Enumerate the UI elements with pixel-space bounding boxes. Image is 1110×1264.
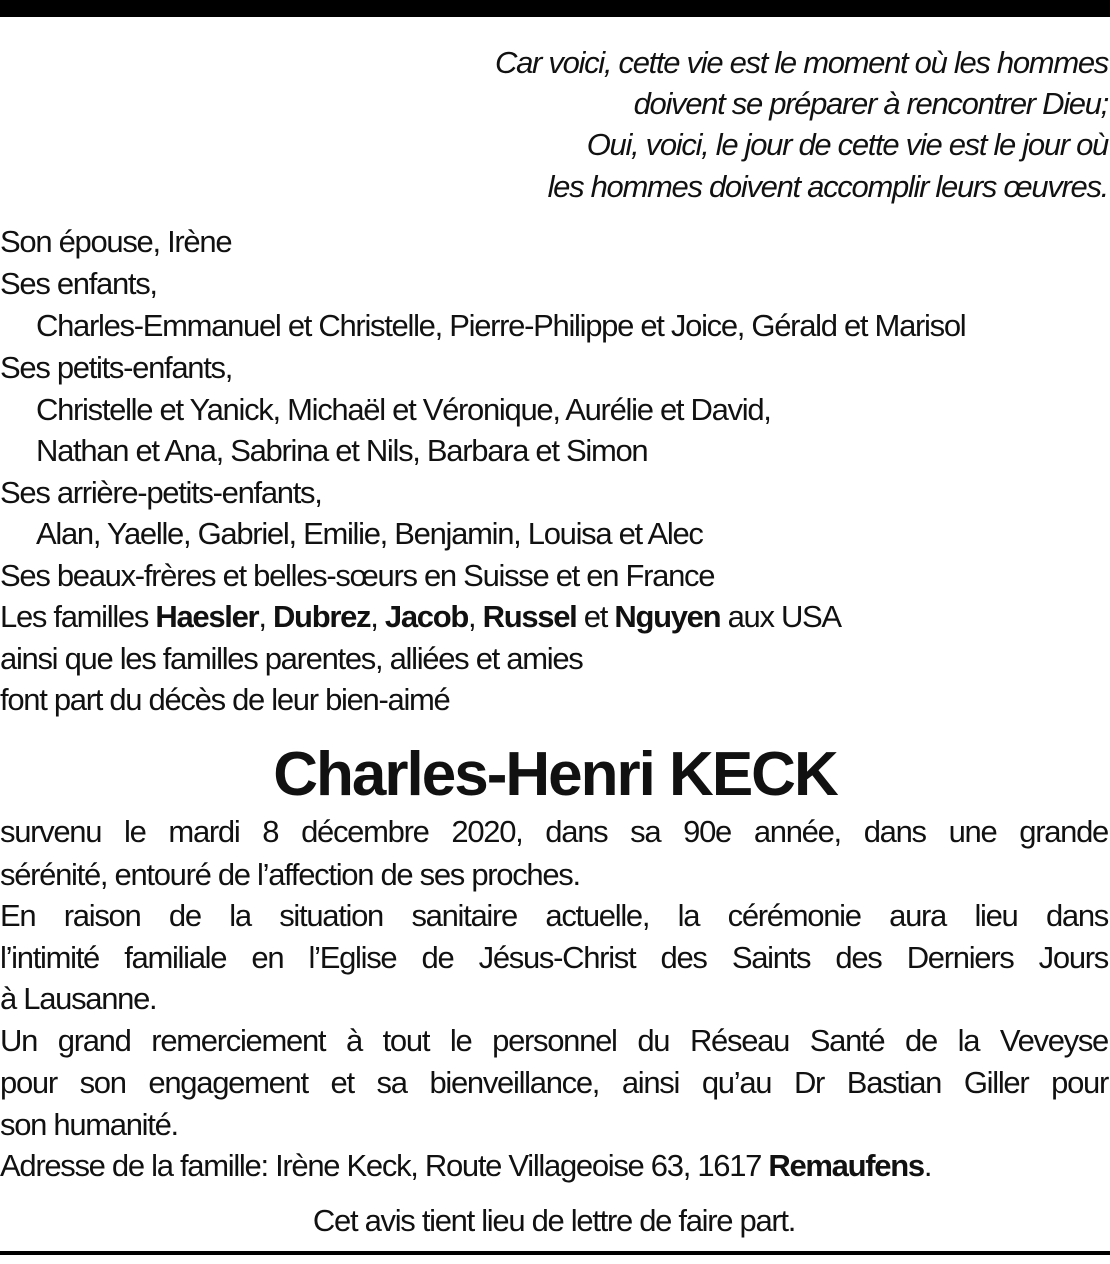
family-name: Russel xyxy=(482,599,577,634)
family-name: Jacob xyxy=(384,599,468,634)
thanks-text: pour son engagement et sa bienveillance, ainsi qu’au Dr Bastian Giller pour xyxy=(0,1065,1108,1100)
children: Charles-Emmanuel et Christelle, Pierre-Philippe et Joice, Gérald et Marisol xyxy=(36,308,966,343)
grandchildren-label: Ses petits-enfants, xyxy=(0,350,233,385)
address-end: . xyxy=(923,1148,932,1183)
death-text: survenu le mardi 8 décembre 2020, dans sa 90e année, dans une grande xyxy=(0,814,1108,849)
separator: et xyxy=(576,599,615,634)
ceremony-text: l’intimité familiale en l’Eglise de Jésus-Christ des Saints des Derniers Jours xyxy=(0,940,1108,975)
ceremony-text: En raison de la situation sanitaire actuelle, la cérémonie aura lieu dans xyxy=(0,898,1108,933)
ceremony-text: à Lausanne. xyxy=(0,981,157,1016)
families-suffix: aux USA xyxy=(720,599,841,634)
great-grandchildren: Alan, Yaelle, Gabriel, Emilie, Benjamin, Louisa et Alec xyxy=(36,516,703,551)
children-label: Ses enfants, xyxy=(0,266,157,301)
thanks-text: son humanité. xyxy=(0,1107,178,1142)
quote-line: les hommes doivent accomplir leurs œuvres. xyxy=(547,169,1108,204)
announcement: font part du décès de leur bien-aimé xyxy=(0,682,450,717)
separator: , xyxy=(370,599,385,634)
quote-line: Car voici, cette vie est le moment où les hommes xyxy=(495,45,1108,80)
death-text: sérénité, entouré de l’affection de ses proches. xyxy=(0,857,580,892)
family-name: Haesler xyxy=(155,599,259,634)
address-text: Adresse de la famille: Irène Keck, Route Villageoise 63, 1617 xyxy=(0,1148,769,1183)
great-grandchildren-label: Ses arrière-petits-enfants, xyxy=(0,475,322,510)
family-name: Nguyen xyxy=(614,599,721,634)
quote-line: Oui, voici, le jour de cette vie est le jour où xyxy=(586,127,1108,162)
families-prefix: Les familles xyxy=(0,599,156,634)
relatives: ainsi que les familles parentes, alliées et amies xyxy=(0,641,583,676)
grandchildren: Nathan et Ana, Sabrina et Nils, Barbara et Simon xyxy=(36,433,648,468)
in-laws: Ses beaux-frères et belles-sœurs en Suisse et en France xyxy=(0,558,715,593)
family-name: Dubrez xyxy=(272,599,371,634)
address-town: Remaufens xyxy=(768,1148,924,1183)
thanks-text: Un grand remerciement à tout le personnel du Réseau Santé de la Veveyse xyxy=(0,1023,1108,1058)
closing-note: Cet avis tient lieu de lettre de faire part. xyxy=(312,1203,796,1238)
separator: , xyxy=(258,599,273,634)
separator: , xyxy=(467,599,483,634)
deceased-name: Charles-Henri KECK xyxy=(273,740,837,809)
family-address xyxy=(0,1146,1108,1186)
spouse: Son épouse, Irène xyxy=(0,224,232,259)
families-line xyxy=(0,597,1108,637)
quote-line: doivent se préparer à rencontrer Dieu; xyxy=(633,86,1108,121)
bottom-border xyxy=(0,1251,1110,1255)
top-border xyxy=(0,0,1110,17)
grandchildren: Christelle et Yanick, Michaël et Véronique, Aurélie et David, xyxy=(36,392,771,427)
